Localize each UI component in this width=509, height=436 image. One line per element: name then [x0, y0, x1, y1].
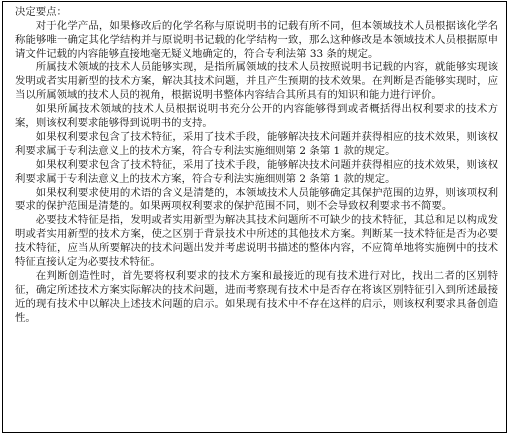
paragraph: 所属技术领域的技术人员能够实现，是指所属领域的技术人员按照说明书记载的内容，就能够实现该发明或者实用新型的技术方案，解决其技术问题，并且产生预期的技术效果。在判断是否能够实现时，应当以所属领域的技术人员的视角，根据说明书整体内容结合其所具有的知识和能力进行评价。 [15, 61, 498, 102]
paragraph: 如果所属技术领域的技术人员根据说明书充分公开的内容能够得到或者概括得出权利要求的技术方案，则该权利要求能够得到说明书的支持。 [15, 103, 498, 130]
paragraph: 对于化学产品，如果修改后的化学名称与原说明书的记载有所不同，但本领域技术人员根据该化学名称能够唯一确定其化学结构并与原说明书记载的化学结构一致，那么这种修改是本领域技术人员根据原申请文件记载的内容能够直接地毫无疑义地确定的，符合专利法第 33 条的规定。 [15, 19, 498, 60]
decision-points-box [2, 1, 507, 433]
paragraph: 如果权利要求使用的术语的含义是清楚的，本领域技术人员能够确定其保护范围的边界，则该项权利要求的保护范围是清楚的。如果两项权利要求的保护范围不同，则不会导致权利要求书不简要。 [15, 186, 498, 213]
paragraph: 如果权利要求包含了技术特征，采用了技术手段，能够解决技术问题并获得相应的技术效果，则该权利要求属于专利法意义上的技术方案，符合专利法实施细则第 2 条第 1 款的规定。 [15, 130, 498, 157]
paragraph: 如果权利要求包含了技术特征，采用了技术手段，能够解决技术问题并获得相应的技术效果，则该权利要求属于专利法意义上的技术方案，符合专利法实施细则第 2 条第 1 款的规定。 [15, 158, 498, 185]
section-heading: 决定要点： [15, 6, 67, 18]
paragraph: 必要技术特征是指，发明或者实用新型为解决其技术问题所不可缺少的技术特征，其总和足以构成发明或者实用新型的技术方案，使之区别于背景技术中所述的其他技术方案。判断某一技术特征是否为必要技术特征，应当从所要解决的技术问题出发并考虑说明书描述的整体内容，不应简单地将实施例中的技术特征直接认定为必要技术特征。 [15, 214, 498, 269]
paragraph: 在判断创造性时，首先要将权利要求的技术方案和最接近的现有技术进行对比，找出二者的区别特征，确定所述技术方案实际解决的技术问题，进而考察现有技术中是否存在将该区别特征引入到所述最接近的现有技术中以解决上述技术问题的启示。如果现有技术中不存在这样的启示，则该权利要求具备创造性。 [15, 270, 498, 324]
